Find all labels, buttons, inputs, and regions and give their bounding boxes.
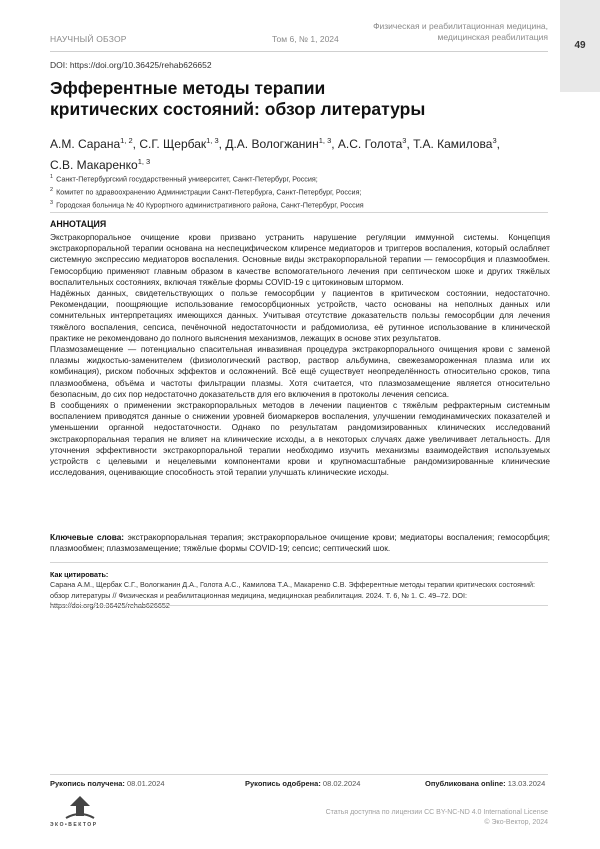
published-date: Опубликована online: 13.03.2024: [425, 779, 546, 788]
received-date: Рукопись получена: 08.01.2024: [50, 779, 165, 788]
abstract-heading: АННОТАЦИЯ: [50, 219, 107, 229]
author: Д.А. Вологжанин$^{1, 3}$,: [225, 136, 338, 151]
license-line[interactable]: Статья доступна по лицензии CC BY-NC-ND 4.0 International License: [325, 809, 548, 816]
affiliation: $^3$ Городская больница № 40 Курортного административного района, Санкт-Петербург, Россия: [50, 199, 364, 210]
abstract-body: [50, 232, 550, 478]
affiliation: $^1$ Санкт-Петербургский государственный университет, Санкт-Петербург, Россия;: [50, 174, 318, 184]
article-title-line1: Эфферентные методы терапии: [50, 78, 326, 98]
author: С.Г. Щербак$^{1, 3}$,: [139, 136, 226, 151]
citation-heading: Как цитировать:: [50, 570, 109, 579]
article-title: [50, 78, 520, 120]
journal-name-line1: Физическая и реабилитационная медицина,: [373, 21, 548, 31]
citation-text: Сарана А.М., Щербак С.Г., Вологжанин Д.А., Голота А.С., Камилова Т.А., Макаренко С.В. Эфферентные методы терапии критических состояний: обзор литературы // Физическая и реабилитационная медицина, медицинская реабилитация. 2024. Т. 6, № 1. С. 49–72. DOI: https://doi.org/10.36425/rehab626652: [50, 580, 536, 610]
volume-label: Том 6, № 1, 2024: [272, 34, 339, 44]
abstract-paragraph: Экстракорпоральное очищение крови призвано устранить нарушение регуляции иммунной системы. Концепция экстракорпоральной терапии основана на неспецифическом клиренсе медиаторов и триггеров воспаления, который ослабляет системную экспрессию медиаторов воспаления. Основные виды экстракорпоральной терапии — гемосорбция и плазмообмен. Гемосорбцию применяют главным образом в качестве вспомогательного лечения при септическом шоке и других тяжёлых воспалительных состояниях, включая тяжёлые формы COVID-19 с цитокиновым штормом.: [50, 232, 550, 287]
header-divider: [50, 51, 548, 52]
journal-name: [348, 21, 548, 43]
author: Т.А. Камилова$^3$,: [413, 136, 500, 151]
publisher-logo-label: ЭКО•ВЕКТОР: [50, 822, 98, 828]
doi[interactable]: DOI: https://doi.org/10.36425/rehab626652: [50, 60, 212, 70]
copyright-line: © Эко-Вектор, 2024: [484, 819, 548, 826]
affiliation-list: [50, 172, 550, 211]
citation-divider: [50, 605, 548, 606]
section-label: НАУЧНЫЙ ОБЗОР: [50, 34, 127, 44]
keywords-label: Ключевые слова:: [50, 532, 125, 542]
abstract-paragraph: Плазмозамещение — потенциально спасительная инвазивная процедура экстракорпорального очищения крови с заменой плазмы жидкостью-заменителем (физиологический раствор, раствор альбумина, свежезамороженная плазма или их комбинация), риском побочных эффектов и осложнений. Всё ещё существует неопределённость относительно сроков, типа плазмообмена, объёма и частоты фильтрации плазмы. Хотя считается, что плазмозамещение является относительно безопасным, до сих пор недостаточно доказательств для его включения в протоколы лечения сепсиса.: [50, 344, 550, 399]
affiliation-divider: [50, 212, 548, 213]
author-list: [50, 132, 560, 174]
affiliation: $^2$ Комитет по здравоохранению Администрации Санкт-Петербурга, Санкт-Петербург, Россия;: [50, 186, 362, 197]
journal-name-line2: медицинская реабилитация: [437, 32, 548, 42]
keywords: [50, 532, 550, 554]
author: А.С. Голота$^3$,: [337, 136, 414, 151]
author: С.В. Макаренко$^{1, 3}$: [50, 157, 151, 172]
abstract-paragraph: В сообщениях о применении экстракорпоральных методов в лечении пациентов с тяжёлым рефрактерным системным воспалением приводятся данные о снижении уровней биомаркеров воспаления, улучшении гемодинамических показателей и уменьшении органной недостаточности. Однако по результатам рандомизированных клинических исследований экстракорпоральная терапия не влияет на клинические исходы, а в некоторых случаях даже увеличивает летальность. Для уточнения эффективности экстракорпоральной терапии необходимо изучить механизмы взаимодействия используемых устройств с целевыми и нецелевыми компонентами крови и крупномасштабные рандомизированные клинические исследования, оценивающие способность этой терапии улучшать клинические исходы.: [50, 400, 550, 478]
dates-divider: [50, 774, 548, 775]
keywords-text: экстракорпоральная терапия; экстракорпоральное очищение крови; медиаторы воспаления; гемосорбция; плазмообмен; плазмозамещение; тяжёлые формы COVID-19; сепсис; септический шок.: [50, 532, 550, 554]
license-note: [298, 808, 548, 828]
page-number: 49: [574, 40, 586, 51]
keywords-divider: [50, 562, 548, 563]
author: А.М. Сарана$^{1, 2}$,: [50, 136, 140, 151]
approved-date: Рукопись одобрена: 08.02.2024: [245, 779, 361, 788]
article-title-line2: критических состояний: обзор литературы: [50, 99, 426, 119]
abstract-paragraph: Надёжных данных, свидетельствующих о пользе гемосорбции у пациентов в критическом состоянии, недостаточно. Рекомендации, поощряющие использование гемосорбционных устройств, часто основаны на неполных данных или сомнительных интерпретациях имеющихся данных. Учитывая отсутствие доказательств пользы гемосорбции для лечения тяжёлого воспаления, сепсиса, печёночной недостаточности и рабдомиолиза, её рутинное использование в клинической практике не рекомендовано до полного выяснения механизмов, лежащих в основе этих результатов.: [50, 288, 550, 343]
